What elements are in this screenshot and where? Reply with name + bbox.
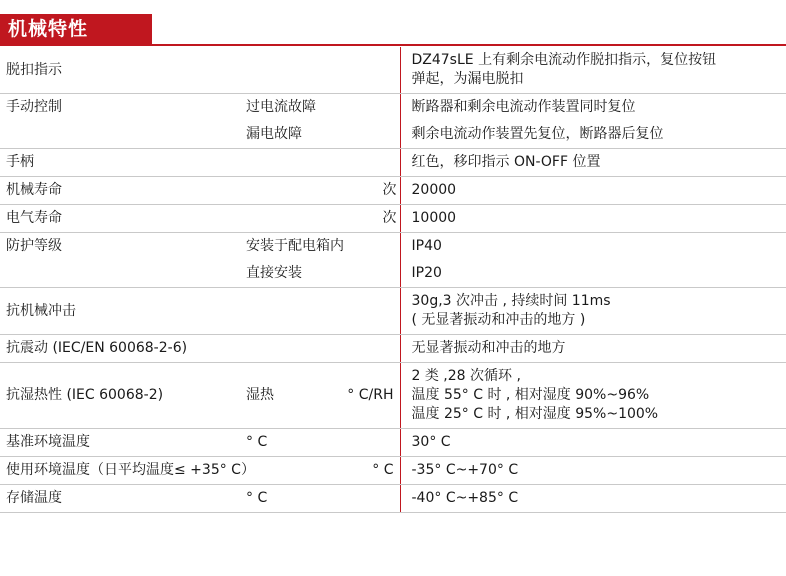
protection-box-value: IP40 [400, 233, 786, 261]
damp-heat-sub-cell [240, 363, 400, 429]
table-row [0, 94, 786, 122]
storage-temp-label: 存储温度 [0, 485, 240, 513]
protection-label: 防护等级 [0, 233, 240, 288]
mechanical-life-value: 20000 [400, 177, 786, 205]
table-row [0, 205, 786, 233]
vibration-value: 无显著振动和冲击的地方 [400, 335, 786, 363]
shock-label: 抗机械冲击 [0, 288, 400, 335]
protection-direct-label: 直接安装 [240, 260, 400, 288]
table-row [0, 288, 786, 335]
ambient-temp-label: 使用环境温度（日平均温度≤ +35° C） [6, 462, 255, 478]
reference-temp-value: 30° C [400, 429, 786, 457]
damp-heat-sub: 湿热 [246, 387, 274, 403]
manual-control-label: 手动控制 [0, 94, 240, 149]
reference-temp-label: 基准环境温度 [0, 429, 240, 457]
section-header [0, 14, 786, 46]
protection-direct-value: IP20 [400, 260, 786, 288]
electrical-life-unit: 次 [240, 205, 400, 233]
table-row [0, 429, 786, 457]
ambient-temp-value: -35° C~+70° C [400, 457, 786, 485]
mechanical-life-label: 机械寿命 [0, 177, 240, 205]
electrical-life-label: 电气寿命 [0, 205, 240, 233]
table-row [0, 149, 786, 177]
table-row [0, 47, 786, 94]
table-row [0, 177, 786, 205]
leakage-value: 剩余电流动作装置先复位，断路器后复位 [400, 121, 786, 149]
damp-heat-label: 抗湿热性 (IEC 60068-2) [0, 363, 240, 429]
spec-table [0, 47, 786, 513]
handle-value: 红色，移印指示 ON-OFF 位置 [400, 149, 786, 177]
ambient-temp-cell [0, 457, 400, 485]
table-row [0, 335, 786, 363]
protection-box-label: 安装于配电箱内 [246, 238, 344, 254]
leakage-label: 漏电故障 [240, 121, 400, 149]
overcurrent-label: 过电流故障 [246, 99, 316, 115]
shock-value: 30g,3 次冲击 , 持续时间 11ms ( 无显著振动和冲击的地方 ) [400, 288, 786, 335]
storage-temp-unit: ° C [240, 485, 400, 513]
table-row [0, 457, 786, 485]
damp-heat-value: 2 类 ,28 次循环 , 温度 55° C 时 , 相对湿度 90%~96% 温度 25° C 时 , 相对湿度 95%~100% [400, 363, 786, 429]
vibration-label: 抗震动 (IEC/EN 60068-2-6) [0, 335, 400, 363]
handle-label: 手柄 [0, 149, 400, 177]
electrical-life-value: 10000 [400, 205, 786, 233]
mechanical-life-unit: 次 [240, 177, 400, 205]
table-row [0, 485, 786, 513]
storage-temp-value: -40° C~+85° C [400, 485, 786, 513]
ambient-temp-unit: ° C [372, 462, 394, 478]
damp-heat-unit: ° C/RH [347, 387, 394, 403]
overcurrent-value: 断路器和剩余电流动作装置同时复位 [400, 94, 786, 122]
reference-temp-unit: ° C [240, 429, 400, 457]
table-row [0, 233, 786, 261]
trip-indication-value: DZ47sLE 上有剩余电流动作脱扣指示，复位按钮 弹起，为漏电脱扣 [400, 47, 786, 94]
table-row [0, 363, 786, 429]
section-title: 机械特性 [0, 14, 152, 44]
trip-indication-label: 脱扣指示 [0, 47, 400, 94]
